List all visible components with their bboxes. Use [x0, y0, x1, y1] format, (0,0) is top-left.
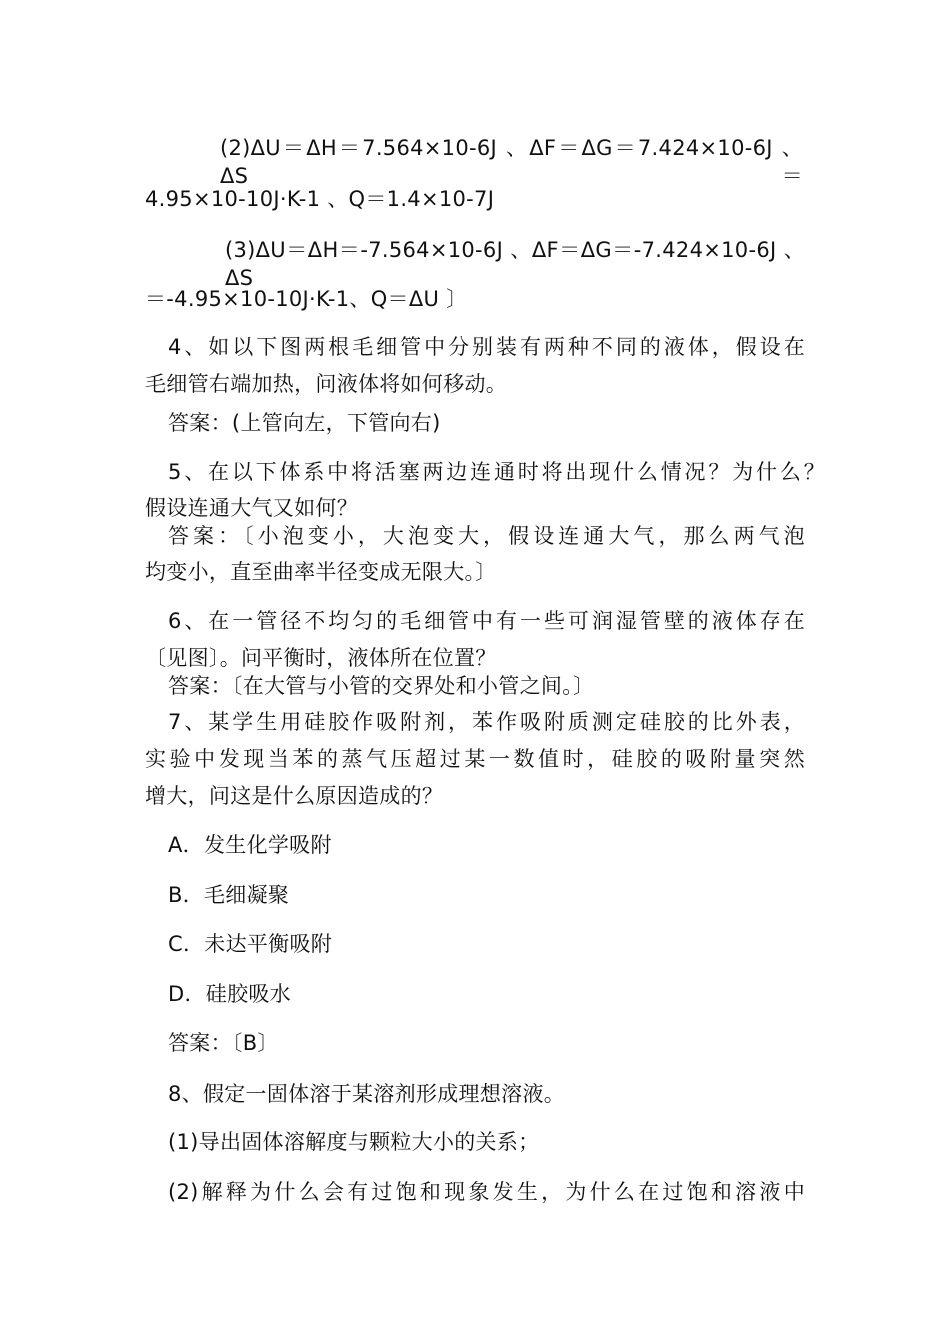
- question-7-option-d: D．硅胶吸水: [168, 982, 291, 1006]
- question-5-answer-line1: 答案：〔小泡变小，大泡变大，假设连通大气，那么两气泡: [168, 524, 805, 548]
- question-5-line2: 假设连通大气又如何？: [145, 496, 358, 520]
- question-7-line1: 7、某学生用硅胶作吸附剂，苯作吸附质测定硅胶的比外表，: [168, 710, 805, 734]
- question-7-line2: 实验中发现当苯的蒸气压超过某一数值时，硅胶的吸附量突然: [145, 747, 805, 771]
- question-7-option-b: B．毛细凝聚: [168, 883, 290, 907]
- question-4-answer: 答案：(上管向左，下管向右): [168, 411, 441, 435]
- question-4-line2: 毛细管右端加热，问液体将如何移动。: [145, 372, 508, 396]
- question-8-part2: (2)解释为什么会有过饱和现象发生，为什么在过饱和溶液中: [168, 1180, 805, 1204]
- answer3-part2-line2: 4.95×10-10J·K-1 、Q＝1.4×10-7J: [145, 187, 495, 211]
- question-6-answer: 答案：〔在大管与小管的交界处和小管之间。〕: [168, 674, 595, 698]
- question-7-option-c: C．未达平衡吸附: [168, 932, 333, 956]
- answer3-part3-line2: ＝-4.95×10-10J·K-1、Q＝ΔU 〕: [145, 287, 468, 311]
- question-7-line3: 增大，问这是什么原因造成的？: [145, 784, 444, 808]
- question-5-line1: 5、在以下体系中将活塞两边连通时将出现什么情况？为什么？: [168, 460, 825, 484]
- question-6-line1: 6、在一管径不均匀的毛细管中有一些可润湿管壁的液体存在: [168, 609, 805, 633]
- question-8-line1: 8、假定一固体溶于某溶剂形成理想溶液。: [168, 1082, 566, 1106]
- question-7-option-a: A．发生化学吸附: [168, 833, 332, 857]
- question-5-answer-line2: 均变小，直至曲率半径变成无限大。〕: [145, 560, 497, 584]
- question-8-part1: (1)导出固体溶解度与颗粒大小的关系；: [168, 1130, 540, 1154]
- answer3-part2-line1: (2)ΔU＝ΔH＝7.564×10-6J 、ΔF＝ΔG＝7.424×10-6J 、ΔS＝: [220, 136, 803, 188]
- question-4-line1: 4、如以下图两根毛细管中分别装有两种不同的液体，假设在: [168, 335, 805, 359]
- question-7-answer: 答案：〔B〕: [168, 1031, 279, 1055]
- question-6-line2: 〔见图〕。问平衡时，液体所在位置？: [145, 646, 497, 670]
- answer3-part3-line1: (3)ΔU＝ΔH＝-7.564×10-6J 、ΔF＝ΔG＝-7.424×10-6J 、 ΔS: [225, 238, 805, 290]
